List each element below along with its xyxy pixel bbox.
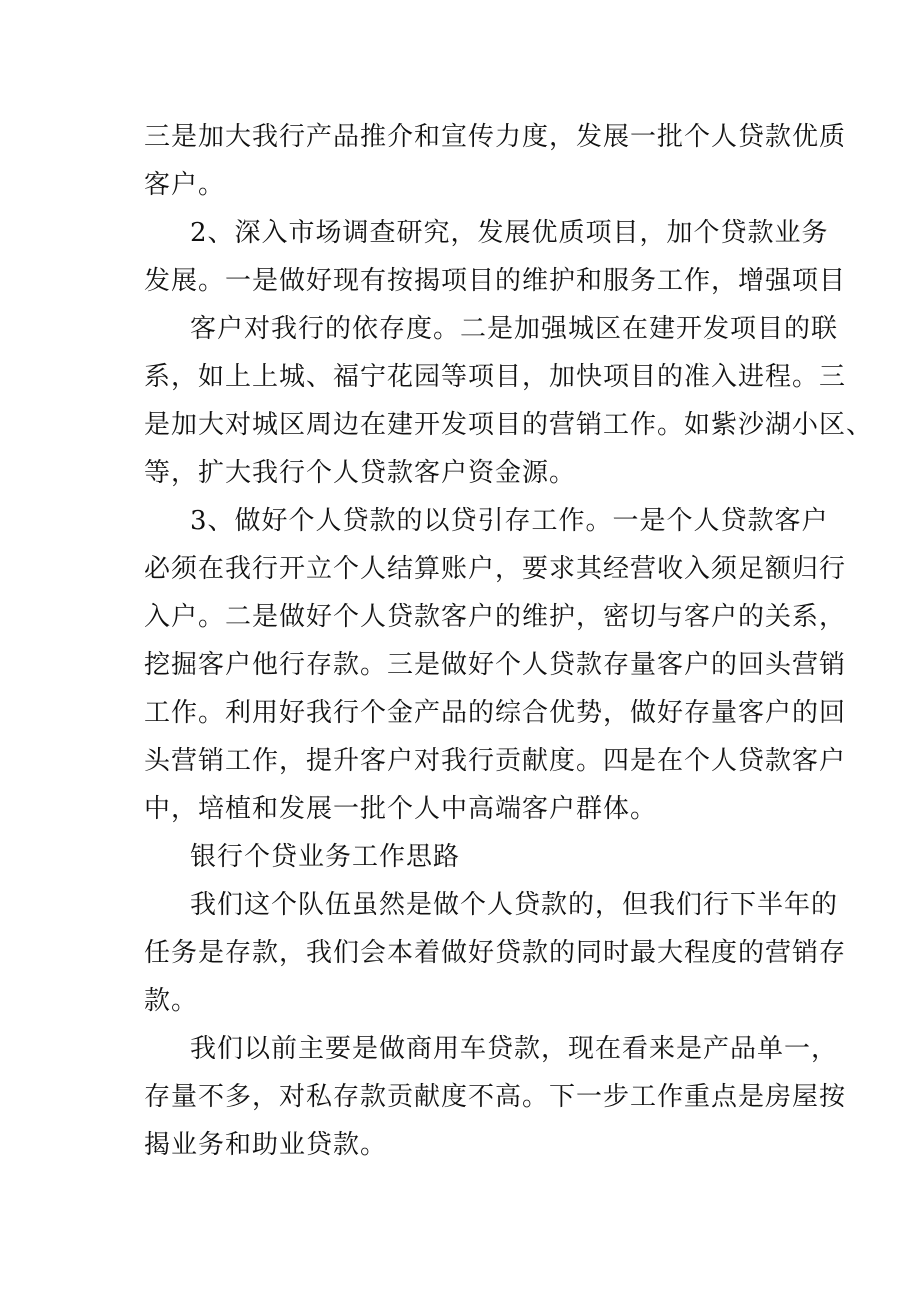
text-line: 款。	[144, 986, 199, 1016]
text-line: 3、做好个人贷款的以贷引存工作。一是个人贷款客户	[190, 506, 829, 536]
text-line: 头营销工作，提升客户对我行贡献度。四是在个人贷款客户	[144, 746, 847, 776]
text-line: 任务是存款，我们会本着做好贷款的同时最大程度的营销存	[144, 938, 847, 968]
text-line: 中，培植和发展一批个人中高端客户群体。	[144, 794, 658, 824]
text-line: 存量不多，对私存款贡献度不高。下一步工作重点是房屋按	[144, 1082, 847, 1112]
text-line: 入户。二是做好个人贷款客户的维护，密切与客户的关系，	[144, 602, 847, 632]
text-line: 等，扩大我行个人贷款客户资金源。	[144, 458, 577, 488]
text-line: 三是加大我行产品推介和宣传力度，发展一批个人贷款优质	[144, 122, 847, 152]
text-line: 发展。一是做好现有按揭项目的维护和服务工作，增强项目	[144, 266, 847, 296]
text-line: 是加大对城区周边在建开发项目的营销工作。如紫沙湖小区、	[144, 410, 874, 440]
text-line: 客户对我行的依存度。二是加强城区在建开发项目的联	[190, 314, 839, 344]
text-line: 必须在我行开立个人结算账户，要求其经营收入须足额归行	[144, 554, 847, 584]
section-heading: 银行个贷业务工作思路	[190, 842, 461, 872]
text-line: 挖掘客户他行存款。三是做好个人贷款存量客户的回头营销	[144, 650, 847, 680]
text-line: 系，如上上城、福宁花园等项目，加快项目的准入进程。三	[144, 362, 847, 392]
text-line: 2、深入市场调查研究，发展优质项目，加个贷款业务	[190, 218, 829, 248]
text-line: 工作。利用好我行个金产品的综合优势，做好存量客户的回	[144, 698, 847, 728]
text-line: 客户。	[144, 170, 226, 200]
text-line: 揭业务和助业贷款。	[144, 1130, 388, 1160]
text-line: 我们以前主要是做商用车贷款，现在看来是产品单一，	[190, 1034, 839, 1064]
text-line: 我们这个队伍虽然是做个人贷款的，但我们行下半年的	[190, 890, 839, 920]
